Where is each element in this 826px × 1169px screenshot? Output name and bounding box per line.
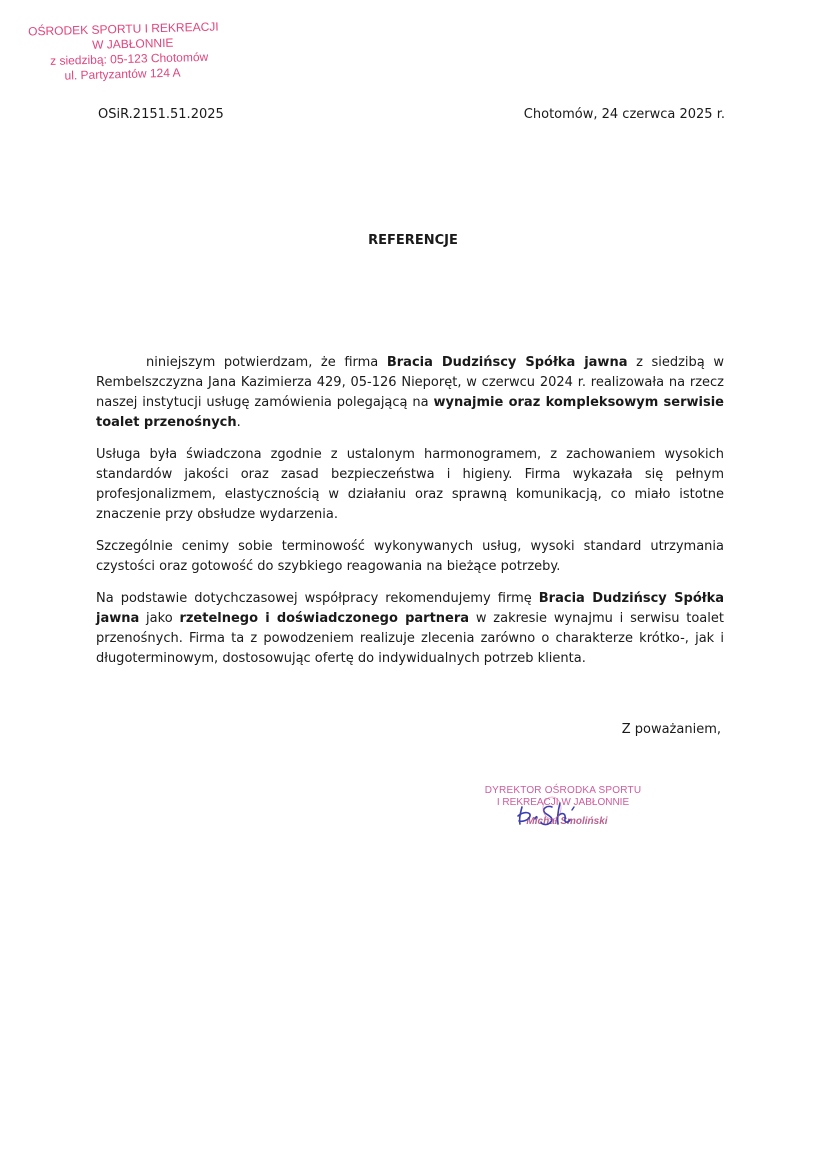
signatory-name: Michał Smoliński (526, 816, 608, 827)
institution-stamp (23, 19, 225, 84)
paragraph-1-text-a: niniejszym potwierdzam, że firma (146, 355, 387, 370)
paragraph-1 (96, 353, 724, 433)
stamp-line-4: ul. Partyzantów 124 A (64, 65, 181, 83)
reference-number: OSiR.2151.51.2025 (98, 107, 224, 122)
paragraph-1-text-b: z siedzibą w Rembelszczyzna Jana Kazimierza 429, 05-126 Nieporęt, w czerwcu 2024 r. realizowała na rzecz naszej instytucji usługę zamówienia polegającą na (96, 355, 724, 410)
place-and-date: Chotomów, 24 czerwca 2025 r. (523, 107, 725, 122)
company-name: Bracia Dudzińscy Spółka jawna (386, 355, 628, 370)
closing-phrase: Z poważaniem, (621, 722, 721, 737)
handwritten-signature (478, 783, 648, 843)
paragraph-3: Szczególnie cenimy sobie terminowość wykonywanych usług, wysoki standard utrzymania czystości oraz gotowość do szybkiego reagowania na bieżące potrzeby. (96, 539, 724, 574)
paragraph-4-text-c: w zakresie wynajmu i serwisu toalet przenośnych. Firma ta z powodzeniem realizuje zlecenia zarówno o charakterze krótko-, jak i długoterminowym, dostosowując ofertę do indywidualnych potrzeb klienta. (96, 611, 724, 666)
letter-body (96, 353, 724, 681)
service-description: wynajmie oraz kompleksowym serwisie toalet przenośnych (96, 395, 724, 430)
paragraph-4-text-b: jako (139, 611, 180, 626)
document-title: REFERENCJE (368, 233, 458, 248)
partner-description: rzetelnego i doświadczonego partnera (179, 611, 470, 626)
paragraph-4-text-a: Na podstawie dotychczasowej współpracy rekomendujemy firmę (96, 591, 539, 606)
stamp-line-2: W JABŁONNIE (91, 35, 174, 52)
paragraph-4 (96, 589, 724, 669)
signature-stamp (478, 783, 648, 843)
paragraph-1-text-c: . (236, 415, 241, 430)
stamp-line-1: OŚRODEK SPORTU I REKREACJI (27, 19, 219, 39)
stamp-line-3: z siedzibą: 05-123 Chotomów (49, 49, 209, 68)
company-name-2: Bracia Dudzińscy Spółka jawna (96, 591, 725, 626)
signature-stamp-line-1: DYREKTOR OŚRODKA SPORTU (484, 785, 642, 796)
signature-stamp-line-2: I REKREACJI W JABŁONNIE (496, 797, 630, 808)
paragraph-2: Usługa była świadczona zgodnie z ustalonym harmonogramem, z zachowaniem wysokich standardów jakości oraz zasad bezpieczeństwa i higieny. Firma wykazała się pełnym profesjonalizmem, elastycznością w działaniu oraz sprawną komunikacją, co miało istotne znaczenie przy obsłudze wydarzenia. (96, 447, 724, 522)
